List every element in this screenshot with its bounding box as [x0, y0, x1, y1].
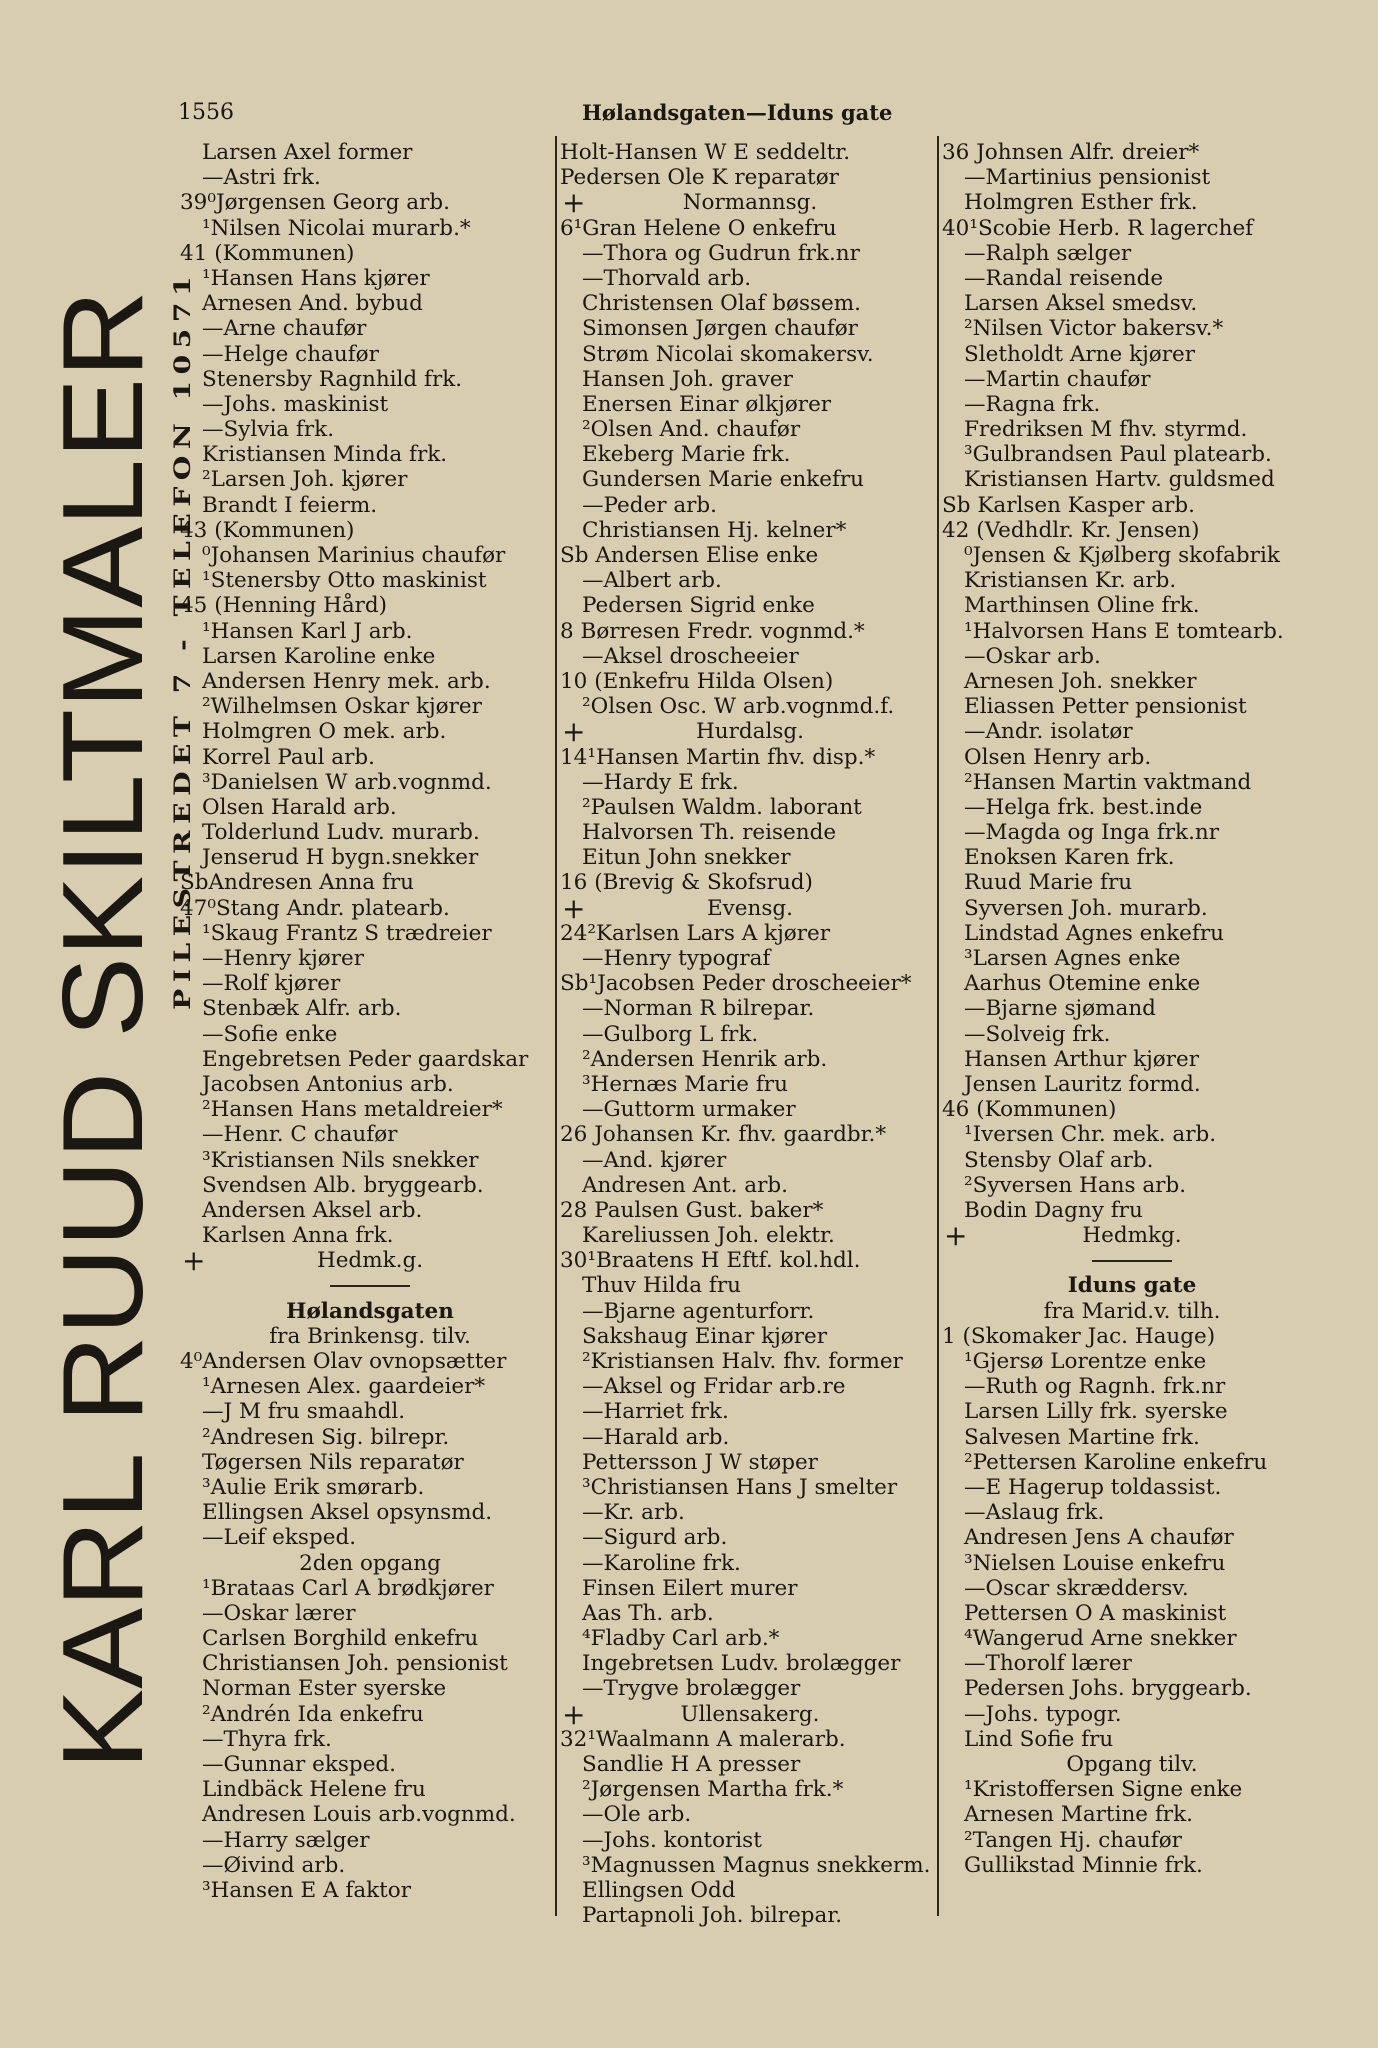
house-number-entry: 14¹Hansen Martin fhv. disp.* — [560, 744, 876, 770]
resident-entry: —Aslaug frk. — [964, 1500, 1105, 1526]
resident-entry: Ingebretsen Ludv. brolægger — [582, 1651, 901, 1677]
resident-entry: Eliassen Petter pensionist — [964, 694, 1247, 720]
resident-entry: Stenbæk Alfr. arb. — [202, 996, 402, 1022]
resident-entry: —Gulborg L frk. — [582, 1021, 759, 1047]
house-number-entry: 39⁰Jørgensen Georg arb. — [180, 190, 450, 216]
house-number-entry: 1 (Skomaker Jac. Hauge) — [942, 1323, 1216, 1349]
resident-entry: ¹Gjersø Lorentze enke — [964, 1349, 1207, 1374]
house-number-entry: Sb¹Jacobsen Peder droscheeier* — [560, 971, 912, 997]
resident-entry: ²Olsen And. chaufør — [582, 417, 801, 443]
resident-entry: —Thorvald arb. — [582, 265, 752, 291]
cross-street-name: Hedmkg. — [1082, 1223, 1182, 1249]
resident-entry: —Solveig frk. — [964, 1021, 1111, 1047]
house-number-entry: 47⁰Stang Andr. platearb. — [180, 895, 450, 921]
house-number-entry: 26 Johansen Kr. fhv. gaardbr.* — [560, 1122, 887, 1148]
cross-street-marker-icon: + — [182, 1248, 206, 1274]
resident-entry: —Andr. isolatør — [964, 719, 1133, 745]
resident-entry: Andresen Louis arb.vognmd. — [202, 1802, 516, 1828]
running-title: Hølandsgaten—Iduns gate — [582, 100, 893, 125]
house-number-entry: 41 (Kommunen) — [180, 240, 355, 266]
resident-entry: —Rolf kjører — [202, 971, 341, 997]
cross-street-name: Hedmk.g. — [316, 1248, 424, 1274]
page-number: 1556 — [178, 100, 234, 125]
resident-entry: Finsen Eilert murer — [582, 1575, 798, 1601]
street-subheading: Opgang tilv. — [1066, 1752, 1198, 1777]
street-heading: Hølandsgaten — [286, 1298, 454, 1324]
resident-entry: Fredriksen M fhv. styrmd. — [964, 417, 1248, 443]
resident-entry: —Harriet frk. — [582, 1399, 729, 1425]
resident-entry: Holmgren Esther frk. — [964, 190, 1198, 216]
resident-entry: —Magda og Inga frk.nr — [964, 820, 1220, 846]
resident-entry: Enoksen Karen frk. — [964, 845, 1175, 871]
resident-entry: —Peder arb. — [582, 492, 718, 518]
resident-entry: Engebretsen Peder gaardskar — [202, 1046, 529, 1072]
street-subheading: 2den opgang — [299, 1550, 441, 1576]
resident-entry: —Henry typograf — [582, 946, 771, 971]
resident-entry: Olsen Harald arb. — [202, 794, 397, 820]
resident-entry: —Oskar lærer — [202, 1600, 356, 1626]
resident-entry: Hansen Joh. graver — [582, 366, 793, 392]
resident-entry: Holmgren O mek. arb. — [202, 719, 447, 745]
resident-entry: ³Aulie Erik smørarb. — [202, 1474, 425, 1500]
resident-entry: —And. kjører — [582, 1147, 727, 1173]
resident-entry: —Oskar arb. — [964, 643, 1101, 669]
house-number-entry: Sb Karlsen Kasper arb. — [942, 492, 1196, 518]
cross-street-marker-icon: + — [562, 719, 586, 745]
resident-entry: —Albert arb. — [582, 568, 722, 594]
resident-entry: ⁴Fladby Carl arb.* — [582, 1626, 780, 1652]
resident-entry: Gullikstad Minnie frk. — [964, 1852, 1203, 1878]
resident-entry: —Sylvia frk. — [202, 417, 335, 443]
listing-column-2 — [560, 140, 940, 1928]
resident-entry: —Sigurd arb. — [582, 1525, 728, 1551]
resident-entry: —Thyra frk. — [202, 1726, 332, 1752]
resident-entry: ²Kristiansen Halv. fhv. former — [582, 1349, 903, 1374]
resident-entry: —Harald arb. — [582, 1424, 730, 1450]
house-number-entry: Sb Andersen Elise enke — [560, 543, 819, 568]
cross-street-marker-icon: + — [944, 1223, 968, 1249]
resident-entry: Andresen Jens A chaufør — [964, 1525, 1234, 1551]
resident-entry: Sakshaug Einar kjører — [582, 1323, 827, 1349]
resident-entry: —Martinius pensionist — [964, 165, 1211, 191]
resident-entry: ¹Skaug Frantz S trædreier — [202, 920, 492, 946]
resident-entry: —Karoline frk. — [582, 1550, 741, 1576]
resident-entry: ²Paulsen Waldm. laborant — [582, 794, 862, 820]
resident-entry: Bodin Dagny fru — [964, 1197, 1143, 1223]
house-number-entry: SbAndresen Anna fru — [180, 870, 415, 896]
resident-entry: Andersen Aksel arb. — [202, 1197, 423, 1223]
house-number-entry: 6¹Gran Helene O enkefru — [560, 215, 837, 241]
resident-entry: Tøgersen Nils reparatør — [202, 1449, 464, 1475]
resident-entry: ²Pettersen Karoline enkefru — [964, 1449, 1268, 1475]
house-number-entry: 32¹Waalmann A malerarb. — [560, 1726, 846, 1752]
resident-entry: Aas Th. arb. — [582, 1600, 714, 1626]
resident-entry: Jacobsen Antonius arb. — [202, 1071, 454, 1097]
resident-entry: —Ralph sælger — [964, 240, 1132, 266]
resident-entry: Ellingsen Odd — [582, 1877, 736, 1903]
cross-street-row — [560, 719, 940, 744]
cross-street-row — [560, 1702, 940, 1727]
resident-entry: —E Hagerup toldassist. — [964, 1474, 1222, 1500]
resident-entry: Larsen Axel former — [202, 140, 413, 165]
resident-entry: Tolderlund Ludv. murarb. — [202, 820, 480, 846]
resident-entry: —Aksel og Fridar arb.re — [582, 1374, 846, 1400]
resident-entry: —Thorolf lærer — [964, 1651, 1132, 1677]
house-number-entry: 46 (Kommunen) — [942, 1097, 1117, 1123]
resident-entry: ¹Iversen Chr. mek. arb. — [964, 1122, 1217, 1148]
section-rule — [942, 1248, 1322, 1273]
resident-entry: —Johs. maskinist — [202, 391, 389, 417]
resident-entry: ²Larsen Joh. kjører — [202, 467, 408, 493]
resident-entry: —Oscar skræddersv. — [964, 1575, 1189, 1601]
resident-entry: —Ole arb. — [582, 1802, 692, 1828]
cross-street-row — [942, 1223, 1322, 1248]
house-number-entry: 45 (Henning Hård) — [180, 593, 388, 619]
resident-entry: Pettersen O A maskinist — [964, 1600, 1227, 1626]
resident-entry: —Johs. kontorist — [582, 1827, 762, 1853]
cross-street-name: Hurdalsg. — [696, 719, 804, 745]
resident-entry: ³Christiansen Hans J smelter — [582, 1474, 898, 1500]
house-number-entry: 36 Johnsen Alfr. dreier* — [942, 140, 1200, 165]
resident-entry: Stensby Olaf arb. — [964, 1147, 1154, 1173]
resident-entry: Jenserud H bygn.snekker — [202, 845, 479, 871]
house-number-entry: 24²Karlsen Lars A kjører — [560, 920, 830, 946]
resident-entry: ²Hansen Martin vaktmand — [964, 769, 1252, 795]
resident-entry: Carlsen Borghild enkefru — [202, 1626, 479, 1652]
house-number-entry: 43 (Kommunen) — [180, 517, 355, 543]
resident-entry: —Sofie enke — [202, 1021, 338, 1047]
house-number-entry: 4⁰Andersen Olav ovnopsætter — [180, 1349, 507, 1374]
resident-entry: Sletholdt Arne kjører — [964, 341, 1195, 367]
resident-entry: —J M fru smaahdl. — [202, 1399, 406, 1425]
cross-street-row — [560, 896, 940, 921]
resident-entry: —Harry sælger — [202, 1827, 370, 1853]
resident-entry: ²Olsen Osc. W arb.vognmd.f. — [582, 694, 895, 720]
resident-entry: Marthinsen Oline frk. — [964, 593, 1200, 619]
resident-entry: —Trygve brolægger — [582, 1676, 801, 1702]
resident-entry: —Gunnar eksped. — [202, 1752, 397, 1777]
resident-entry: ²Hansen Hans metaldreier* — [202, 1097, 503, 1123]
resident-entry: —Thora og Gudrun frk.nr — [582, 240, 860, 266]
resident-entry: Christiansen Hj. kelner* — [582, 517, 847, 543]
resident-entry: Larsen Lilly frk. syerske — [964, 1399, 1228, 1425]
resident-entry: Sandlie H A presser — [582, 1752, 801, 1777]
house-number-entry: 8 Børresen Fredr. vognmd.* — [560, 618, 865, 644]
resident-entry: Ellingsen Aksel opsynsmd. — [202, 1500, 493, 1526]
listing-column-1 — [180, 140, 560, 1903]
resident-entry: Olsen Henry arb. — [964, 744, 1152, 770]
resident-entry: ¹Halvorsen Hans E tomtearb. — [964, 618, 1284, 644]
resident-entry: Gundersen Marie enkefru — [582, 467, 865, 493]
resident-entry: ¹Nilsen Nicolai murarb.* — [202, 215, 471, 241]
resident-entry: —Aksel droscheeier — [582, 643, 799, 669]
resident-entry: Svendsen Alb. bryggearb. — [202, 1172, 484, 1198]
resident-entry: Syversen Joh. murarb. — [964, 895, 1208, 921]
resident-entry: ³Danielsen W arb.vognmd. — [202, 769, 492, 795]
cross-street-name: Normannsg. — [682, 190, 818, 216]
resident-entry: Jensen Lauritz formd. — [964, 1071, 1201, 1097]
resident-entry: Hansen Arthur kjører — [964, 1046, 1200, 1072]
resident-entry: —Helge chaufør — [202, 341, 379, 367]
resident-entry: —Øivind arb. — [202, 1852, 346, 1878]
resident-entry: ³Gulbrandsen Paul platearb. — [964, 442, 1272, 468]
street-heading: Iduns gate — [1067, 1273, 1197, 1299]
resident-entry: —Henry kjører — [202, 946, 364, 971]
house-number-entry: 16 (Brevig & Skofsrud) — [560, 870, 813, 896]
resident-entry: Thuv Hilda fru — [582, 1273, 742, 1299]
resident-entry: Salvesen Martine frk. — [964, 1424, 1200, 1450]
cross-street-marker-icon: + — [562, 1701, 586, 1727]
house-number-entry: 42 (Vedhdlr. Kr. Jensen) — [942, 517, 1200, 543]
resident-entry: Christiansen Joh. pensionist — [202, 1651, 508, 1677]
resident-entry: ²Syversen Hans arb. — [964, 1172, 1187, 1198]
resident-entry: Pedersen Ole K reparatør — [560, 165, 839, 191]
resident-entry: Andresen Ant. arb. — [582, 1172, 788, 1198]
resident-entry: ⁴Wangerud Arne snekker — [964, 1626, 1237, 1652]
resident-entry: ²Wilhelmsen Oskar kjører — [202, 694, 482, 720]
resident-entry: Ekeberg Marie frk. — [582, 442, 791, 468]
resident-entry: Karlsen Anna frk. — [202, 1223, 394, 1249]
resident-entry: Pedersen Johs. bryggearb. — [964, 1676, 1252, 1702]
resident-entry: Simonsen Jørgen chaufør — [582, 316, 858, 342]
resident-entry: —Leif eksped. — [202, 1525, 357, 1551]
resident-entry: —Hardy E frk. — [582, 769, 739, 795]
resident-entry: —Astri frk. — [202, 165, 321, 191]
resident-entry: ²Andrén Ida enkefru — [202, 1701, 424, 1727]
resident-entry: Kareliussen Joh. elektr. — [582, 1223, 835, 1249]
resident-entry: ²Tangen Hj. chaufør — [964, 1827, 1182, 1853]
resident-entry: Kristiansen Kr. arb. — [964, 568, 1177, 594]
resident-entry: Partapnoli Joh. bilrepar. — [582, 1903, 843, 1929]
resident-entry: Holt-Hansen W E seddeltr. — [560, 140, 851, 165]
resident-entry: Andersen Henry mek. arb. — [202, 668, 491, 694]
resident-entry: —Bjarne agenturforr. — [582, 1298, 815, 1324]
resident-entry: —Henr. C chaufør — [202, 1122, 398, 1148]
resident-entry: ³Hernæs Marie fru — [582, 1071, 788, 1097]
resident-entry: Eitun John snekker — [582, 845, 791, 871]
resident-entry: —Bjarne sjømand — [964, 996, 1156, 1022]
resident-entry: Stenersby Ragnhild frk. — [202, 366, 463, 392]
resident-entry: Arnesen Joh. snekker — [964, 668, 1197, 694]
street-subheading: fra Marid.v. tilh. — [1043, 1298, 1221, 1324]
resident-entry: Lindstad Agnes enkefru — [964, 920, 1224, 946]
resident-entry: Lind Sofie fru — [964, 1726, 1114, 1752]
resident-entry: ¹Arnesen Alex. gaardeier* — [202, 1374, 486, 1400]
cross-street-name: Ullensakerg. — [680, 1701, 820, 1727]
resident-entry: Aarhus Otemine enke — [964, 971, 1201, 997]
resident-entry: Larsen Karoline enke — [202, 643, 436, 669]
resident-entry: Halvorsen Th. reisende — [582, 820, 837, 846]
resident-entry: ³Larsen Agnes enke — [964, 946, 1181, 971]
section-rule — [180, 1273, 560, 1298]
resident-entry: Kristiansen Minda frk. — [202, 442, 448, 468]
resident-entry: Pettersson J W støper — [582, 1449, 818, 1475]
resident-entry: —Guttorm urmaker — [582, 1097, 796, 1123]
resident-entry: Norman Ester syerske — [202, 1676, 447, 1702]
divider-line — [330, 1285, 410, 1287]
resident-entry: —Ragna frk. — [964, 391, 1101, 417]
resident-entry: Arnesen Martine frk. — [964, 1802, 1193, 1828]
listing-column-3 — [942, 140, 1322, 1878]
resident-entry: —Arne chaufør — [202, 316, 367, 342]
resident-entry: —Ruth og Ragnh. frk.nr — [964, 1374, 1226, 1400]
house-number-entry: 10 (Enkefru Hilda Olsen) — [560, 668, 834, 694]
cross-street-marker-icon: + — [562, 895, 586, 921]
cross-street-row — [180, 1248, 560, 1273]
resident-entry: Enersen Einar ølkjører — [582, 391, 832, 417]
divider-line — [1092, 1260, 1172, 1262]
resident-entry: Pedersen Sigrid enke — [582, 593, 815, 619]
resident-entry: Ruud Marie fru — [964, 870, 1133, 896]
resident-entry: Lindbäck Helene fru — [202, 1777, 426, 1803]
house-number-entry: 30¹Braatens H Eftf. kol.hdl. — [560, 1248, 861, 1274]
resident-entry: ¹Hansen Hans kjører — [202, 265, 430, 291]
resident-entry: ¹Kristoffersen Signe enke — [964, 1777, 1243, 1803]
resident-entry: ²Andersen Henrik arb. — [582, 1046, 828, 1072]
street-subheading: fra Brinkensg. tilv. — [269, 1323, 471, 1349]
resident-entry: ⁰Jensen & Kjølberg skofabrik — [964, 543, 1280, 568]
resident-entry: ¹Hansen Karl J arb. — [202, 618, 413, 644]
side-advertisement — [32, 270, 202, 1790]
side-ad-address: PILESTREDET 7 - TELEFON 10571 — [170, 434, 196, 1010]
house-number-entry: 28 Paulsen Gust. baker* — [560, 1197, 824, 1223]
resident-entry: Kristiansen Hartv. guldsmed — [964, 467, 1275, 493]
resident-entry: ¹Stenersby Otto maskinist — [202, 568, 487, 594]
house-number-entry: 40¹Scobie Herb. R lagerchef — [942, 215, 1254, 241]
cross-street-row — [560, 190, 940, 215]
resident-entry: Strøm Nicolai skomakersv. — [582, 341, 874, 367]
resident-entry: —Randal reisende — [964, 265, 1164, 291]
resident-entry: Korrel Paul arb. — [202, 744, 375, 770]
resident-entry: ³Nielsen Louise enkefru — [964, 1550, 1226, 1576]
resident-entry: Arnesen And. bybud — [202, 291, 423, 317]
resident-entry: —Johs. typogr. — [964, 1701, 1122, 1727]
resident-entry: ²Nilsen Victor bakersv.* — [964, 316, 1224, 342]
resident-entry: —Martin chaufør — [964, 366, 1151, 392]
side-ad-company: KARL RUUD SKILTMALER — [40, 382, 167, 1770]
resident-entry: Christensen Olaf bøssem. — [582, 291, 861, 317]
resident-entry: ³Kristiansen Nils snekker — [202, 1147, 479, 1173]
resident-entry: —Helga frk. best.inde — [964, 794, 1203, 820]
resident-entry: ³Hansen E A faktor — [202, 1877, 412, 1903]
resident-entry: —Norman R bilrepar. — [582, 996, 815, 1022]
resident-entry: ³Magnussen Magnus snekkerm. — [582, 1852, 931, 1878]
cross-street-name: Evensg. — [706, 895, 794, 921]
resident-entry: —Kr. arb. — [582, 1500, 685, 1526]
cross-street-marker-icon: + — [562, 190, 586, 216]
resident-entry: ⁰Johansen Marinius chaufør — [202, 543, 506, 568]
resident-entry: Larsen Aksel smedsv. — [964, 291, 1198, 317]
resident-entry: Brandt I feierm. — [202, 492, 378, 518]
resident-entry: ¹Brataas Carl A brødkjører — [202, 1575, 494, 1601]
resident-entry: ²Jørgensen Martha frk.* — [582, 1777, 844, 1803]
resident-entry: ²Andresen Sig. bilrepr. — [202, 1424, 450, 1450]
